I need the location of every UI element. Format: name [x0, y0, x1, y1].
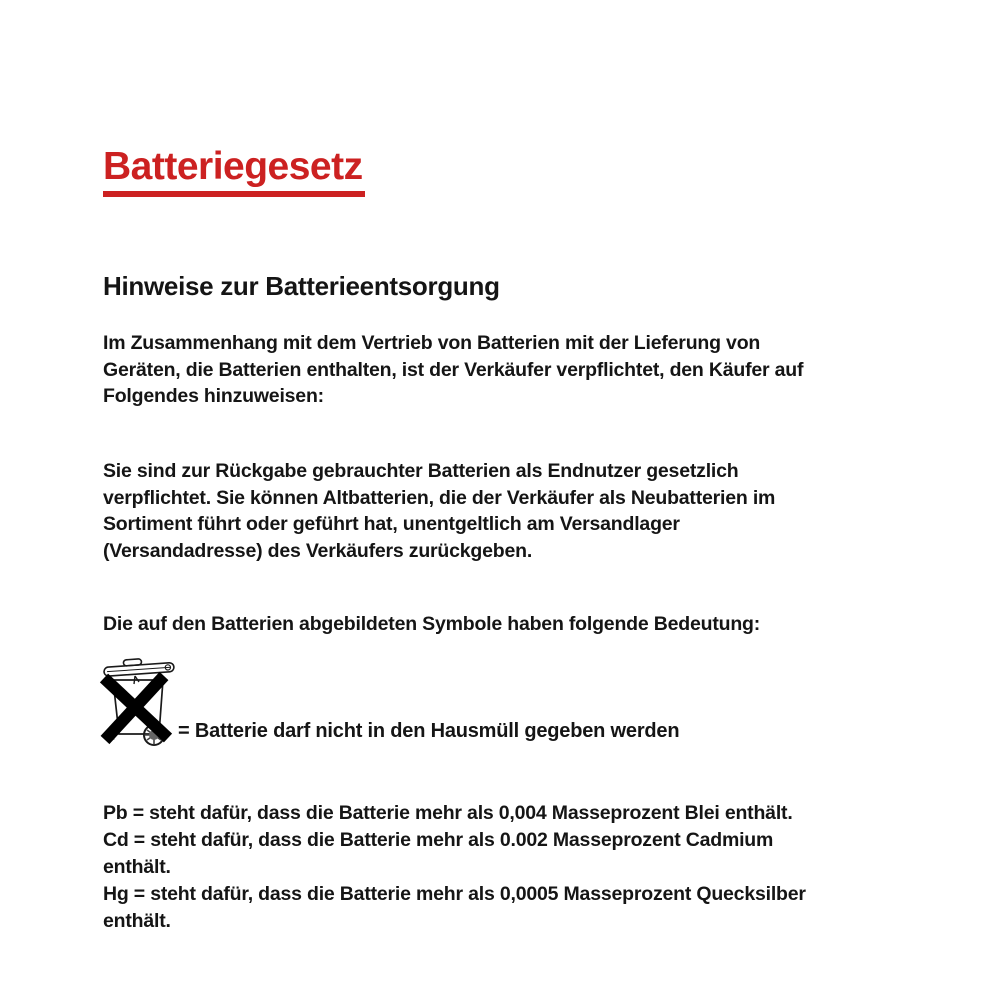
text-line: Geräten, die Batterien enthalten, ist der Verkäufer verpflichtet, den Käufer auf: [103, 358, 804, 381]
paragraph-return-obligation: [103, 458, 775, 564]
legend-line-hg: Hg = steht dafür, dass die Batterie mehr als 0,0005 Masseprozent Quecksilber: [103, 883, 806, 905]
text-line: (Versandadresse) des Verkäufers zurückgeben.: [103, 539, 533, 562]
legend-line-cd: Cd = steht dafür, dass die Batterie mehr als 0.002 Masseprozent Cadmium: [103, 829, 774, 851]
legend-line-pb: Pb = steht dafür, dass die Batterie mehr als 0,004 Masseprozent Blei enthält.: [103, 802, 793, 824]
text-line: Sortiment führt oder geführt hat, unentgeltlich am Versandlager: [103, 513, 680, 535]
bin-symbol-caption: = Batterie darf nicht in den Hausmüll gegeben werden: [178, 720, 680, 742]
paragraph-intro: [103, 330, 803, 410]
substance-legend: [103, 800, 806, 935]
page-title: Batteriegesetz: [103, 147, 365, 197]
paragraph-symbols-intro: Die auf den Batterien abgebildeten Symbole haben folgende Bedeutung:: [103, 613, 761, 635]
text-line: Folgendes hinzuweisen:: [103, 385, 324, 407]
crossed-out-wheeled-bin-icon: [98, 656, 178, 748]
text-line: Im Zusammenhang mit dem Vertrieb von Batterien mit der Lieferung von: [103, 332, 761, 354]
section-heading: Hinweise zur Batterieentsorgung: [103, 271, 500, 301]
legend-line-hg-cont: enthält.: [103, 910, 171, 932]
text-line: verpflichtet. Sie können Altbatterien, die der Verkäufer als Neubatterien im: [103, 486, 776, 509]
legend-line-cd-cont: enthält.: [103, 856, 171, 878]
text-line: Sie sind zur Rückgabe gebrauchter Batterien als Endnutzer gesetzlich: [103, 460, 739, 482]
